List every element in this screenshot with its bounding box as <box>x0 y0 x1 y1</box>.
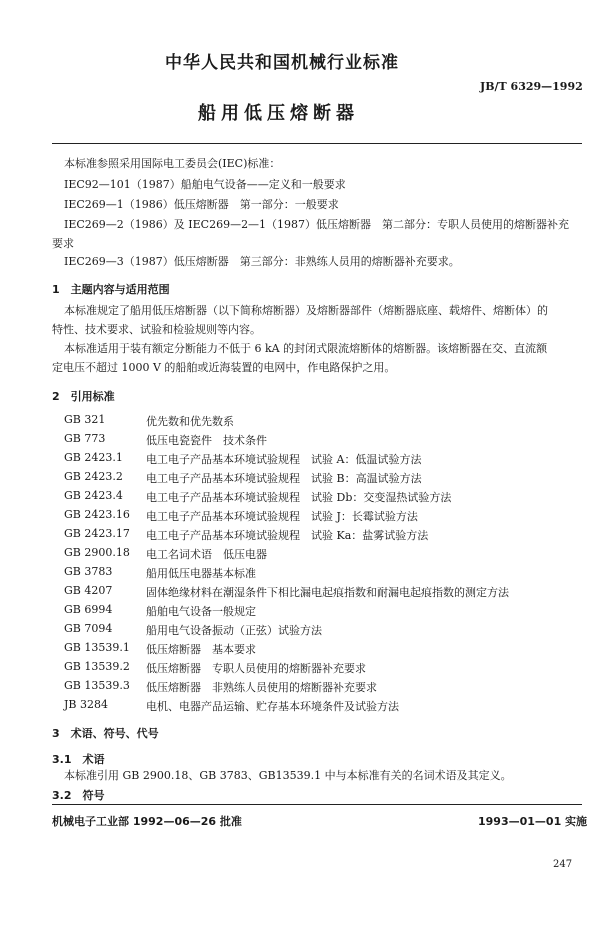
preface-intro: 本标准参照采用国际电工委员会(IEC)标准： <box>64 157 281 170</box>
ref-code: JB 3284 <box>64 698 108 711</box>
section-heading: 3 术语、符号、代号 <box>52 727 159 740</box>
ref-title: 低压熔断器 基本要求 <box>146 643 256 656</box>
section-heading: 1 主题内容与适用范围 <box>52 283 170 296</box>
ref-title: 船用电气设备振动（正弦）试验方法 <box>146 624 322 637</box>
ref-code: GB 2423.1 <box>64 451 123 464</box>
ref-title: 船舶电气设备一般规定 <box>146 605 256 618</box>
title-divider <box>52 143 582 144</box>
preface-ref-continued: 要求 <box>52 237 74 250</box>
ref-code: GB 6994 <box>64 603 113 616</box>
standard-code: JB/T 6329—1992 <box>480 80 583 93</box>
ref-title: 电工电子产品基本环境试验规程 试验 B：高温试验方法 <box>146 472 422 485</box>
preface-ref: IEC269—3（1987）低压熔断器 第三部分：非熟练人员用的熔断器补充要求。 <box>64 255 460 268</box>
ref-title: 电工名词术语 低压电器 <box>146 548 267 561</box>
ref-code: GB 2423.17 <box>64 527 130 540</box>
paragraph-line: 本标准规定了船用低压熔断器（以下简称熔断器）及熔断器部件（熔断器底座、载熔件、熔断体）的 <box>64 304 548 317</box>
ref-code: GB 3783 <box>64 565 113 578</box>
ref-code: GB 2900.18 <box>64 546 130 559</box>
ref-code: GB 4207 <box>64 584 113 597</box>
preface-ref: IEC269—1（1986）低压熔断器 第一部分：一般要求 <box>64 198 339 211</box>
page-number: 247 <box>553 859 573 870</box>
ref-title: 电工电子产品基本环境试验规程 试验 Db：交变湿热试验方法 <box>146 491 452 504</box>
ref-title: 低压熔断器 非熟练人员使用的熔断器补充要求 <box>146 681 377 694</box>
ref-code: GB 773 <box>64 432 106 445</box>
paragraph-line: 定电压不超过 1000 V 的船舶或近海装置的电网中，作电路保护之用。 <box>52 361 396 374</box>
paragraph-line: 特性、技术要求、试验和检验规则等内容。 <box>52 323 261 336</box>
subsection-heading: 3.1 术语 <box>52 753 105 766</box>
section-heading: 2 引用标准 <box>52 390 115 403</box>
ref-code: GB 2423.4 <box>64 489 123 502</box>
standard-category-title: 中华人民共和国机械行业标准 <box>165 53 399 73</box>
ref-title: 电机、电器产品运输、贮存基本环境条件及试验方法 <box>146 700 399 713</box>
ref-code: GB 2423.16 <box>64 508 130 521</box>
ref-title: 船用低压电器基本标准 <box>146 567 256 580</box>
preface-ref: IEC269—2（1986）及 IEC269—2—1（1987）低压熔断器 第二部分：专职人员使用的熔断器补充 <box>64 218 570 231</box>
document-title: 船用低压熔断器 <box>198 103 359 124</box>
ref-code: GB 13539.1 <box>64 641 130 654</box>
ref-code: GB 7094 <box>64 622 113 635</box>
implementation-date: 1993—01—01 实施 <box>478 815 588 828</box>
approval-date: 机械电子工业部 1992—06—26 批准 <box>52 815 242 828</box>
ref-title: 电工电子产品基本环境试验规程 试验 A：低温试验方法 <box>146 453 422 466</box>
footer-divider <box>52 804 582 805</box>
ref-title: 低压熔断器 专职人员使用的熔断器补充要求 <box>146 662 366 675</box>
ref-title: 低压电瓷瓷件 技术条件 <box>146 434 267 447</box>
ref-code: GB 2423.2 <box>64 470 123 483</box>
ref-title: 电工电子产品基本环境试验规程 试验 J：长霉试验方法 <box>146 510 418 523</box>
ref-code: GB 13539.2 <box>64 660 130 673</box>
ref-title: 电工电子产品基本环境试验规程 试验 Ka：盐雾试验方法 <box>146 529 429 542</box>
preface-ref: IEC92—101（1987）船舶电气设备——定义和一般要求 <box>64 178 346 191</box>
ref-title: 固体绝缘材料在潮湿条件下相比漏电起痕指数和耐漏电起痕指数的测定方法 <box>146 586 509 599</box>
subsection-heading: 3.2 符号 <box>52 789 105 802</box>
ref-code: GB 13539.3 <box>64 679 130 692</box>
ref-title: 优先数和优先数系 <box>146 415 234 428</box>
paragraph-line: 本标准适用于装有额定分断能力不低于 6 kA 的封闭式限流熔断体的熔断器。该熔断器在交、直流额 <box>64 342 548 355</box>
paragraph-line: 本标准引用 GB 2900.18、GB 3783、GB13539.1 中与本标准有关的名词术语及其定义。 <box>64 769 512 782</box>
ref-code: GB 321 <box>64 413 106 426</box>
